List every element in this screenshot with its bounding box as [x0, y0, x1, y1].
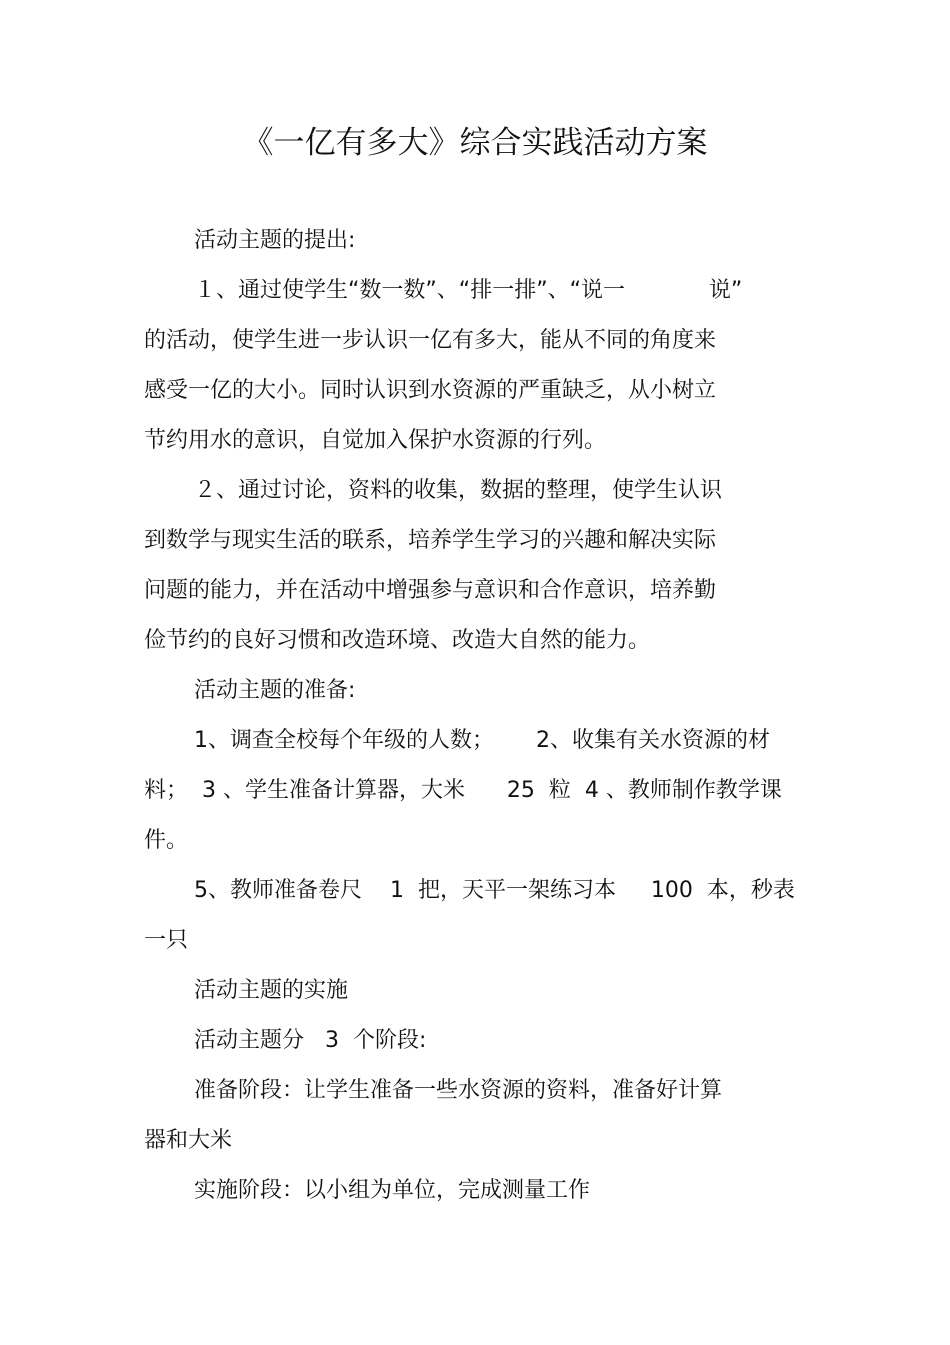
paragraph-line: 的活动，使学生进一步认识一亿有多大，能从不同的角度来 — [144, 328, 717, 353]
paragraph-line: 料； 3 、学生准备计算器，大米 25 粒 4 、教师制作教学课 — [144, 778, 782, 803]
paragraph-line: 俭节约的良好习惯和改造环境、改造大自然的能力。 — [144, 628, 651, 653]
paragraph-line: 实施阶段：以小组为单位，完成测量工作 — [194, 1178, 591, 1203]
section-heading-implementation: 活动主题的实施 — [194, 978, 349, 1003]
paragraph-line: 活动主题分 3 个阶段: — [194, 1028, 427, 1053]
paragraph-line: 感受一亿的大小。同时认识到水资源的严重缺乏，从小树立 — [144, 378, 717, 403]
section-heading-preparation: 活动主题的准备: — [194, 678, 356, 703]
paragraph-line: 节约用水的意识，自觉加入保护水资源的行列。 — [144, 428, 607, 453]
paragraph-line: 一只 — [144, 928, 189, 953]
paragraph-line: 问题的能力，并在活动中增强参与意识和合作意识，培养勤 — [144, 578, 717, 603]
section-heading-proposal: 活动主题的提出: — [194, 228, 356, 253]
paragraph-line: ２、通过讨论，资料的收集，数据的整理，使学生认识 — [194, 478, 723, 503]
document-title: 《一亿有多大》综合实践活动方案 — [242, 125, 708, 161]
paragraph-line: 5、教师准备卷尺 1 把，天平一架练习本 100 本，秒表 — [194, 878, 795, 903]
paragraph-line: 1、调查全校每个年级的人数； 2、收集有关水资源的材 — [194, 728, 770, 753]
paragraph-line: 器和大米 — [144, 1128, 233, 1153]
paragraph-line: 准备阶段：让学生准备一些水资源的资料，准备好计算 — [194, 1078, 723, 1103]
paragraph-line: 件。 — [144, 828, 189, 853]
paragraph-line: １、通过使学生“数一数”、“排一排”、“说一 说” — [194, 278, 743, 303]
paragraph-line: 到数学与现实生活的联系，培养学生学习的兴趣和解决实际 — [144, 528, 717, 553]
